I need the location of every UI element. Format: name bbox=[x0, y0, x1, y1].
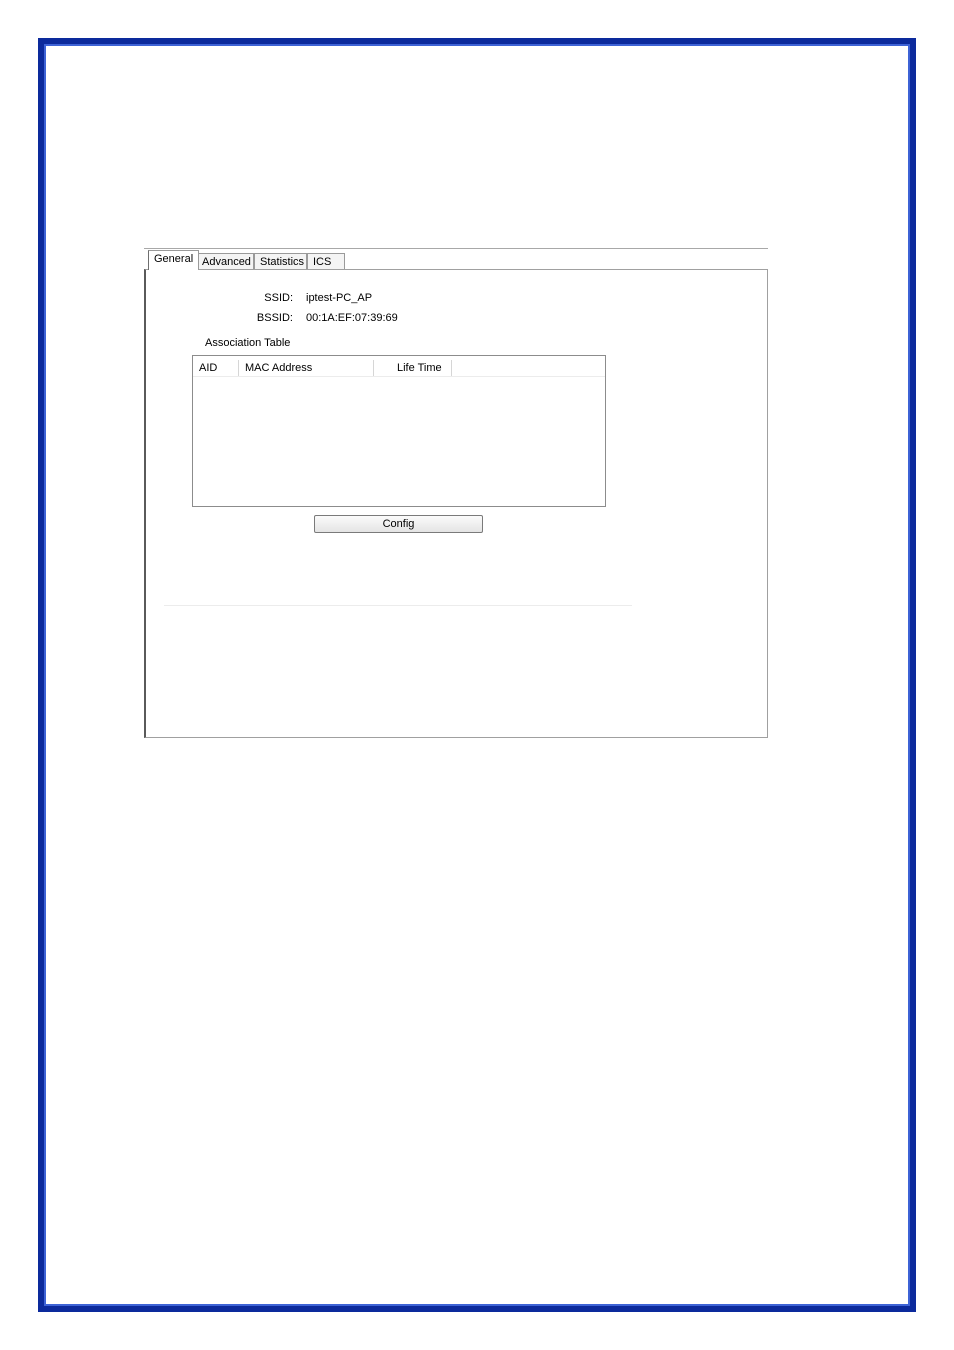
ssid-label: SSID: bbox=[264, 292, 293, 304]
column-header-mac-address[interactable]: MAC Address bbox=[239, 360, 374, 376]
tab-strip bbox=[144, 248, 768, 270]
config-button[interactable]: Config bbox=[314, 515, 483, 533]
table-header-rule bbox=[193, 376, 605, 377]
association-table-label: Association Table bbox=[205, 337, 291, 349]
panel-divider bbox=[164, 605, 632, 606]
association-table[interactable] bbox=[192, 355, 606, 507]
ssid-value: iptest-PC_AP bbox=[306, 292, 373, 304]
tab-advanced[interactable]: Advanced bbox=[196, 253, 254, 269]
tab-ics[interactable]: ICS bbox=[307, 253, 345, 269]
tab-statistics[interactable]: Statistics bbox=[254, 253, 307, 269]
column-header-aid[interactable]: AID bbox=[193, 360, 239, 376]
bssid-label: BSSID: bbox=[256, 312, 293, 324]
general-panel bbox=[144, 269, 768, 738]
ap-properties-dialog bbox=[144, 248, 768, 738]
column-header-life-time[interactable]: Life Time bbox=[374, 360, 452, 376]
bssid-value: 00:1A:EF:07:39:69 bbox=[306, 312, 398, 324]
tab-general[interactable]: General bbox=[148, 250, 199, 270]
